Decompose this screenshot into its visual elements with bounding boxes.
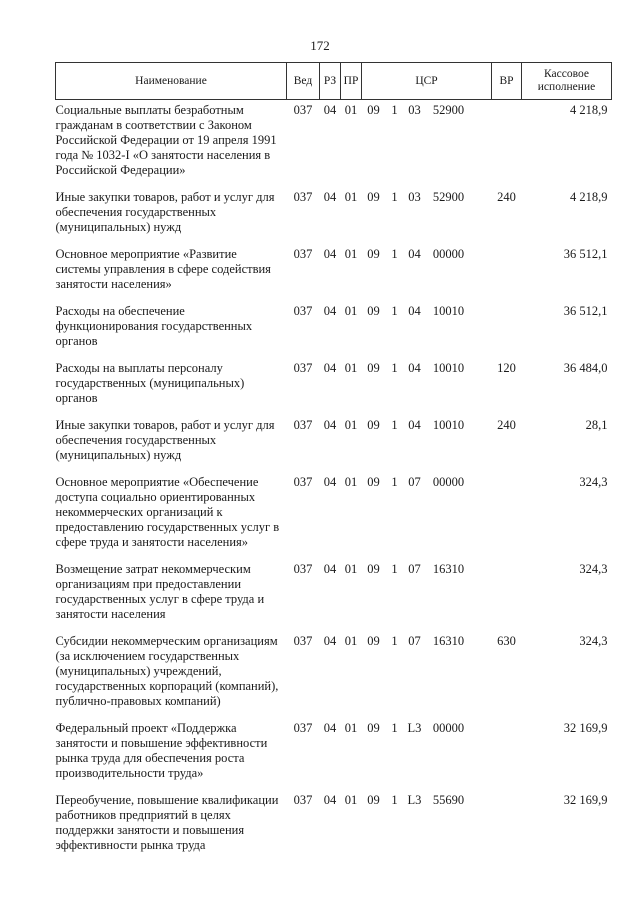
row-ved: 037 bbox=[293, 721, 313, 735]
row-csr-subprogram: 1 bbox=[391, 361, 398, 375]
row-csr-subprogram: 1 bbox=[391, 190, 398, 204]
row-name: Субсидии некоммерческим организациям (за исключением государственных (муниципальных) учреждений, государственных корпораций (компаний), публично-правовых компаний) bbox=[55, 634, 279, 708]
row-vr bbox=[492, 301, 522, 358]
row-csr-measure: 07 bbox=[408, 634, 421, 648]
row-csr-direction: 10010 bbox=[432, 361, 465, 375]
row-csr-direction: 00000 bbox=[432, 721, 465, 735]
row-amount: 4 218,9 bbox=[570, 103, 608, 117]
row-name: Иные закупки товаров, работ и услуг для обеспечения государственных (муниципальных) нужд bbox=[55, 190, 275, 234]
row-pr: 01 bbox=[344, 721, 358, 735]
row-rz: 04 bbox=[323, 418, 337, 432]
row-vr bbox=[492, 472, 522, 559]
row-csr bbox=[362, 187, 492, 244]
row-csr-measure: L3 bbox=[407, 721, 422, 735]
row-csr-measure: 04 bbox=[408, 418, 421, 432]
row-csr-subprogram: 1 bbox=[391, 562, 398, 576]
row-csr-subprogram: 1 bbox=[391, 247, 398, 261]
row-rz: 04 bbox=[323, 562, 337, 576]
row-ved: 037 bbox=[293, 634, 313, 648]
row-csr bbox=[362, 415, 492, 472]
row-csr bbox=[362, 301, 492, 358]
row-rz: 04 bbox=[323, 793, 337, 807]
table-header bbox=[56, 63, 612, 100]
row-csr-program: 09 bbox=[367, 721, 380, 735]
row-pr: 01 bbox=[344, 562, 358, 576]
row-csr-program: 09 bbox=[367, 634, 380, 648]
row-csr-subprogram: 1 bbox=[391, 793, 398, 807]
row-rz: 04 bbox=[323, 475, 337, 489]
row-csr-direction: 10010 bbox=[432, 304, 465, 318]
row-pr: 01 bbox=[344, 475, 358, 489]
table-row bbox=[56, 244, 612, 301]
row-name: Основное мероприятие «Обеспечение доступа социально ориентированных некоммерческих организаций к предоставлению государственных услуг в сфере труда и занятости населения» bbox=[55, 475, 280, 549]
row-pr: 01 bbox=[344, 418, 358, 432]
row-name: Переобучение, повышение квалификации работников предприятий в целях поддержки занятости и повышения эффективности рынка труда bbox=[55, 793, 279, 852]
row-csr-measure: 04 bbox=[408, 361, 421, 375]
row-rz: 04 bbox=[323, 247, 337, 261]
row-csr-direction: 00000 bbox=[432, 475, 465, 489]
table-body bbox=[56, 100, 612, 863]
budget-table bbox=[55, 62, 612, 862]
row-vr: 120 bbox=[497, 361, 516, 375]
row-vr bbox=[492, 559, 522, 631]
row-pr: 01 bbox=[344, 190, 358, 204]
header-amount: Кассовое исполнение bbox=[522, 63, 612, 100]
table-row bbox=[56, 718, 612, 790]
row-ved: 037 bbox=[293, 304, 313, 318]
table-row bbox=[56, 187, 612, 244]
row-ved: 037 bbox=[293, 247, 313, 261]
row-rz: 04 bbox=[323, 103, 337, 117]
row-csr-measure: L3 bbox=[407, 793, 422, 807]
row-amount: 324,3 bbox=[579, 475, 608, 489]
row-csr-subprogram: 1 bbox=[391, 634, 398, 648]
row-pr: 01 bbox=[344, 634, 358, 648]
row-csr-program: 09 bbox=[367, 361, 380, 375]
header-pr: ПР bbox=[341, 63, 362, 100]
row-csr-direction: 10010 bbox=[432, 418, 465, 432]
row-amount: 32 169,9 bbox=[563, 793, 608, 807]
table-row bbox=[56, 790, 612, 862]
row-csr-measure: 04 bbox=[408, 247, 421, 261]
header-rz: РЗ bbox=[320, 63, 341, 100]
row-csr-measure: 04 bbox=[408, 304, 421, 318]
row-csr-direction: 16310 bbox=[432, 634, 465, 648]
row-amount: 324,3 bbox=[579, 634, 608, 648]
row-csr-program: 09 bbox=[367, 475, 380, 489]
row-pr: 01 bbox=[344, 793, 358, 807]
row-csr bbox=[362, 244, 492, 301]
row-csr bbox=[362, 790, 492, 862]
row-csr-program: 09 bbox=[367, 247, 380, 261]
header-csr: ЦСР bbox=[362, 63, 492, 100]
row-csr-subprogram: 1 bbox=[391, 721, 398, 735]
row-name: Расходы на обеспечение функционирования государственных органов bbox=[55, 304, 253, 348]
row-ved: 037 bbox=[293, 103, 313, 117]
row-name: Основное мероприятие «Развитие системы управления в сфере содействия занятости населения» bbox=[55, 247, 271, 291]
row-vr bbox=[492, 244, 522, 301]
row-amount: 36 512,1 bbox=[563, 247, 608, 261]
header-ved: Вед bbox=[287, 63, 320, 100]
row-rz: 04 bbox=[323, 721, 337, 735]
row-csr-measure: 07 bbox=[408, 562, 421, 576]
row-name: Иные закупки товаров, работ и услуг для обеспечения государственных (муниципальных) нужд bbox=[55, 418, 275, 462]
row-amount: 36 484,0 bbox=[563, 361, 608, 375]
row-vr bbox=[492, 790, 522, 862]
row-vr: 240 bbox=[497, 190, 516, 204]
row-csr bbox=[362, 472, 492, 559]
row-amount: 36 512,1 bbox=[563, 304, 608, 318]
row-pr: 01 bbox=[344, 247, 358, 261]
row-vr: 630 bbox=[497, 634, 516, 648]
row-csr bbox=[362, 631, 492, 718]
row-csr-direction: 55690 bbox=[432, 793, 465, 807]
row-vr bbox=[492, 718, 522, 790]
row-rz: 04 bbox=[323, 304, 337, 318]
row-csr-subprogram: 1 bbox=[391, 475, 398, 489]
row-csr-direction: 52900 bbox=[432, 190, 465, 204]
header-name: Наименование bbox=[56, 63, 287, 100]
row-csr-measure: 07 bbox=[408, 475, 421, 489]
row-rz: 04 bbox=[323, 634, 337, 648]
row-rz: 04 bbox=[323, 190, 337, 204]
row-vr: 240 bbox=[497, 418, 516, 432]
row-csr-program: 09 bbox=[367, 793, 380, 807]
row-csr-program: 09 bbox=[367, 418, 380, 432]
row-ved: 037 bbox=[293, 475, 313, 489]
row-csr-program: 09 bbox=[367, 103, 380, 117]
table-row bbox=[56, 559, 612, 631]
row-rz: 04 bbox=[323, 361, 337, 375]
table-row bbox=[56, 472, 612, 559]
row-csr-direction: 16310 bbox=[432, 562, 465, 576]
row-csr-subprogram: 1 bbox=[391, 418, 398, 432]
row-amount: 4 218,9 bbox=[570, 190, 608, 204]
row-name: Социальные выплаты безработным гражданам в соответствии с Законом Российской Федерации от 19 апреля 1991 года № 1032-I «О занятости населения в Российской Федерации» bbox=[55, 103, 277, 177]
table-row bbox=[56, 631, 612, 718]
row-csr-program: 09 bbox=[367, 190, 380, 204]
row-amount: 324,3 bbox=[579, 562, 608, 576]
header-vr: ВР bbox=[492, 63, 522, 100]
row-csr bbox=[362, 358, 492, 415]
row-amount: 28,1 bbox=[585, 418, 608, 432]
row-csr-subprogram: 1 bbox=[391, 304, 398, 318]
row-csr bbox=[362, 559, 492, 631]
row-ved: 037 bbox=[293, 562, 313, 576]
row-csr-direction: 00000 bbox=[432, 247, 465, 261]
row-ved: 037 bbox=[293, 418, 313, 432]
row-csr bbox=[362, 718, 492, 790]
row-name: Расходы на выплаты персоналу государственных (муниципальных) органов bbox=[55, 361, 245, 405]
row-csr-measure: 03 bbox=[408, 190, 421, 204]
row-pr: 01 bbox=[344, 103, 358, 117]
table-row bbox=[56, 358, 612, 415]
table-row bbox=[56, 415, 612, 472]
row-csr-measure: 03 bbox=[408, 103, 421, 117]
row-name: Возмещение затрат некоммерческим организациям при предоставлении государственных услуг в сфере труда и занятости населения bbox=[55, 562, 265, 621]
row-ved: 037 bbox=[293, 190, 313, 204]
row-csr-program: 09 bbox=[367, 562, 380, 576]
row-amount: 32 169,9 bbox=[563, 721, 608, 735]
row-ved: 037 bbox=[293, 793, 313, 807]
row-pr: 01 bbox=[344, 304, 358, 318]
row-csr-subprogram: 1 bbox=[391, 103, 398, 117]
row-name: Федеральный проект «Поддержка занятости и повышение эффективности рынка труда для обеспечения роста производительности труда» bbox=[55, 721, 268, 780]
row-csr-direction: 52900 bbox=[432, 103, 465, 117]
table-row bbox=[56, 301, 612, 358]
page-number: 172 bbox=[310, 38, 330, 53]
row-pr: 01 bbox=[344, 361, 358, 375]
row-csr bbox=[362, 100, 492, 188]
table-row bbox=[56, 100, 612, 188]
row-vr bbox=[492, 100, 522, 188]
row-ved: 037 bbox=[293, 361, 313, 375]
row-csr-program: 09 bbox=[367, 304, 380, 318]
